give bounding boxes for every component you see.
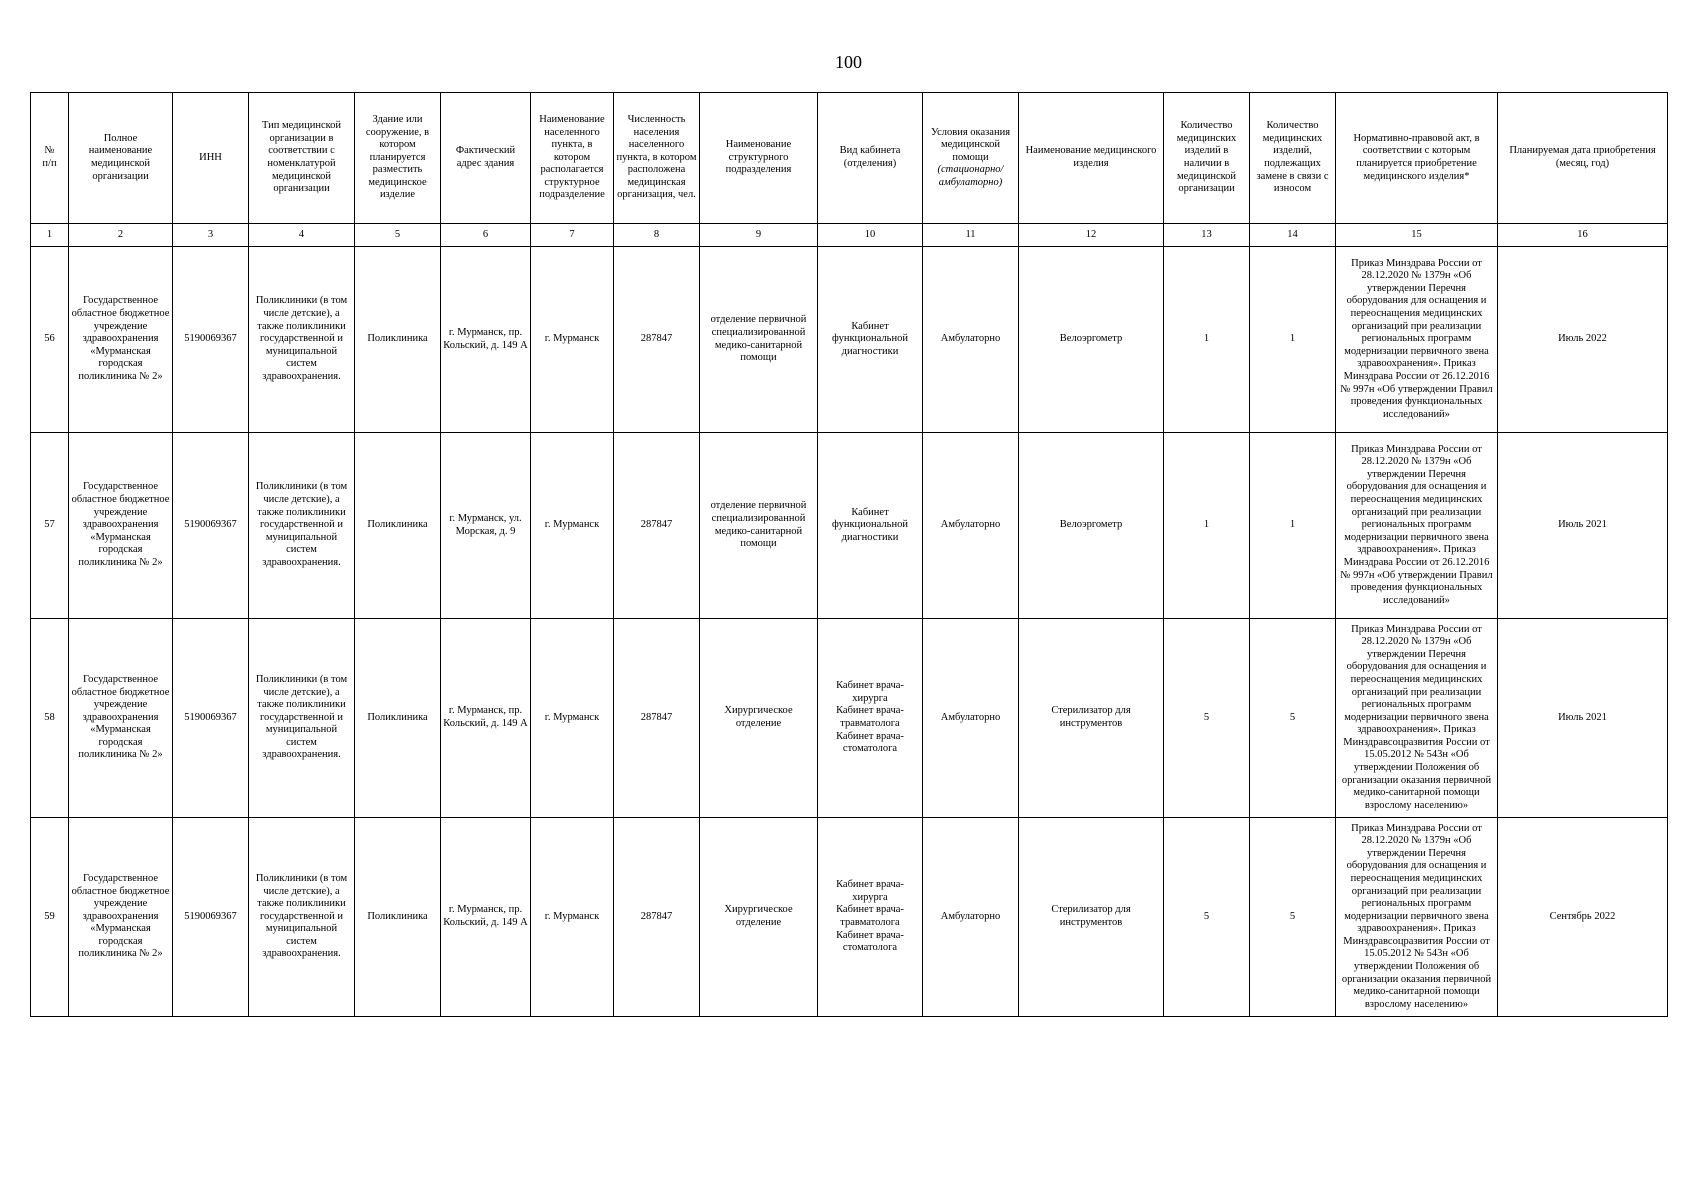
- equipment-table: [30, 92, 1668, 1017]
- header-cell: [1164, 93, 1250, 224]
- header-cell: [1019, 93, 1164, 224]
- header-cell: [249, 93, 355, 224]
- header-text: Количество медицинских изделий, подлежащих замене в связи с износом: [1256, 120, 1329, 195]
- column-number: 8: [614, 224, 700, 247]
- header-text: Количество медицинских изделий в наличии в медицинской организации: [1176, 120, 1237, 195]
- column-number: 2: [69, 224, 173, 247]
- table-row: [31, 433, 1668, 619]
- table-row: [31, 619, 1668, 818]
- header-cell: [173, 93, 249, 224]
- row-number: 58: [31, 619, 69, 818]
- device-name: Велоэргометр: [1019, 433, 1164, 619]
- planned-date: Сентябрь 2022: [1498, 818, 1668, 1017]
- page-number: 100: [835, 52, 862, 72]
- header-text: Нормативно-правовой акт, в соответствии с которым планируется приобретение медицинского изделия*: [1353, 132, 1480, 182]
- header-cell: [441, 93, 531, 224]
- column-number: 16: [1498, 224, 1668, 247]
- header-cell: [614, 93, 700, 224]
- cabinet: Кабинет функциональной диагностики: [818, 247, 923, 433]
- planned-date: Июль 2022: [1498, 247, 1668, 433]
- row-number: 56: [31, 247, 69, 433]
- row-number: 57: [31, 433, 69, 619]
- division: Хирургическое отделение: [700, 619, 818, 818]
- replace-count: 5: [1250, 619, 1336, 818]
- header-text: Фактический адрес здания: [455, 145, 516, 169]
- cabinet: Кабинет врача-хирурга Кабинет врача-травматолога Кабинет врача-стоматолога: [818, 619, 923, 818]
- settlement: г. Мурманск: [531, 818, 614, 1017]
- conditions: Амбулаторно: [923, 619, 1019, 818]
- column-number: 7: [531, 224, 614, 247]
- header-cell: [1498, 93, 1668, 224]
- column-number: 12: [1019, 224, 1164, 247]
- address: г. Мурманск, ул. Морская, д. 9: [441, 433, 531, 619]
- column-number: 9: [700, 224, 818, 247]
- device-name: Стерилизатор для инструментов: [1019, 619, 1164, 818]
- column-number: 5: [355, 224, 441, 247]
- column-number: 11: [923, 224, 1019, 247]
- column-number: 6: [441, 224, 531, 247]
- column-number: 1: [31, 224, 69, 247]
- header-note: (стационарно/ амбулаторно): [937, 164, 1004, 188]
- header-cell: [355, 93, 441, 224]
- column-number: 3: [173, 224, 249, 247]
- header-row: [31, 93, 1668, 224]
- legal-act: Приказ Минздрава России от 28.12.2020 № 1379н «Об утверждении Перечня оборудования для оснащения и переоснащения медицинских организаций при реализации региональных программ модернизации первичного звена здравоохранения». Приказ Минздрава России от 26.12.2016 № 997н «Об утверждении Правил проведения функциональных исследований»: [1336, 433, 1498, 619]
- replace-count: 1: [1250, 433, 1336, 619]
- org-type: Поликлиники (в том числе детские), а также поликлиники государственной и муниципальной систем здравоохранения.: [249, 619, 355, 818]
- org-type: Поликлиники (в том числе детские), а также поликлиники государственной и муниципальной систем здравоохранения.: [249, 247, 355, 433]
- header-text: Численность населения населенного пункта, в котором расположена медицинская организация, чел.: [616, 113, 697, 201]
- legal-act: Приказ Минздрава России от 28.12.2020 № 1379н «Об утверждении Перечня оборудования для оснащения и переоснащения медицинских организаций при реализации региональных программ модернизации первичного звена здравоохранения». Приказ Минздравсоцразвития России от 15.05.2012 № 543н «Об утверждении Положения об организации оказания первичной медико-санитарной помощи взрослому населению»: [1336, 619, 1498, 818]
- legal-act: Приказ Минздрава России от 28.12.2020 № 1379н «Об утверждении Перечня оборудования для оснащения и переоснащения медицинских организаций при реализации региональных программ модернизации первичного звена здравоохранения». Приказ Минздравсоцразвития России от 15.05.2012 № 543н «Об утверждении Положения об организации оказания первичной медико-санитарной помощи взрослому населению»: [1336, 818, 1498, 1017]
- division: отделение первичной специализированной медико-санитарной помощи: [700, 433, 818, 619]
- cabinet: Кабинет функциональной диагностики: [818, 433, 923, 619]
- header-text: Планируемая дата приобретения (месяц, год): [1509, 145, 1656, 169]
- header-text: Наименование структурного подразделения: [725, 139, 792, 176]
- inn: 5190069367: [173, 619, 249, 818]
- header-text: Тип медицинской организации в соответствии с номенклатурой медицинской организации: [261, 120, 342, 195]
- header-cell: [1336, 93, 1498, 224]
- inn: 5190069367: [173, 818, 249, 1017]
- population: 287847: [614, 247, 700, 433]
- available-count: 5: [1164, 818, 1250, 1017]
- header-text: Наименование населенного пункта, в котором располагается структурное подразделение: [539, 113, 605, 201]
- org-name: Государственное областное бюджетное учреждение здравоохранения «Мурманская городская поликлиника № 2»: [69, 433, 173, 619]
- header-text: № п/п: [42, 145, 57, 169]
- org-type: Поликлиники (в том числе детские), а также поликлиники государственной и муниципальной систем здравоохранения.: [249, 818, 355, 1017]
- header-text: ИНН: [199, 151, 222, 163]
- address: г. Мурманск, пр. Кольский, д. 149 А: [441, 619, 531, 818]
- replace-count: 1: [1250, 247, 1336, 433]
- legal-act: Приказ Минздрава России от 28.12.2020 № 1379н «Об утверждении Перечня оборудования для оснащения и переоснащения медицинских организаций при реализации региональных программ модернизации первичного звена здравоохранения». Приказ Минздрава России от 26.12.2016 № 997н «Об утверждении Правил проведения функциональных исследований»: [1336, 247, 1498, 433]
- device-name: Стерилизатор для инструментов: [1019, 818, 1164, 1017]
- cabinet: Кабинет врача-хирурга Кабинет врача-травматолога Кабинет врача-стоматолога: [818, 818, 923, 1017]
- settlement: г. Мурманск: [531, 619, 614, 818]
- org-name: Государственное областное бюджетное учреждение здравоохранения «Мурманская городская поликлиника № 2»: [69, 247, 173, 433]
- conditions: Амбулаторно: [923, 433, 1019, 619]
- header-cell: [818, 93, 923, 224]
- address: г. Мурманск, пр. Кольский, д. 149 А: [441, 818, 531, 1017]
- header-cell: [69, 93, 173, 224]
- division: Хирургическое отделение: [700, 818, 818, 1017]
- planned-date: Июль 2021: [1498, 433, 1668, 619]
- header-cell: [31, 93, 69, 224]
- population: 287847: [614, 619, 700, 818]
- building: Поликлиника: [355, 818, 441, 1017]
- population: 287847: [614, 818, 700, 1017]
- division: отделение первичной специализированной медико-санитарной помощи: [700, 247, 818, 433]
- header-text: Вид кабинета (отделения): [839, 145, 901, 169]
- building: Поликлиника: [355, 247, 441, 433]
- header-cell: [700, 93, 818, 224]
- row-number: 59: [31, 818, 69, 1017]
- table-row: [31, 818, 1668, 1017]
- column-number: 15: [1336, 224, 1498, 247]
- header-text: Наименование медицинского изделия: [1025, 145, 1157, 169]
- building: Поликлиника: [355, 619, 441, 818]
- conditions: Амбулаторно: [923, 247, 1019, 433]
- inn: 5190069367: [173, 247, 249, 433]
- org-name: Государственное областное бюджетное учреждение здравоохранения «Мурманская городская поликлиника № 2»: [69, 619, 173, 818]
- address: г. Мурманск, пр. Кольский, д. 149 А: [441, 247, 531, 433]
- column-number: 10: [818, 224, 923, 247]
- header-cell: [531, 93, 614, 224]
- settlement: г. Мурманск: [531, 247, 614, 433]
- device-name: Велоэргометр: [1019, 247, 1164, 433]
- header-text: Полное наименование медицинской организации: [88, 132, 153, 182]
- column-number: 13: [1164, 224, 1250, 247]
- replace-count: 5: [1250, 818, 1336, 1017]
- available-count: 1: [1164, 433, 1250, 619]
- org-name: Государственное областное бюджетное учреждение здравоохранения «Мурманская городская поликлиника № 2»: [69, 818, 173, 1017]
- column-number: 14: [1250, 224, 1336, 247]
- settlement: г. Мурманск: [531, 433, 614, 619]
- header-text: Здание или сооружение, в котором планируется разместить медицинское изделие: [365, 113, 430, 201]
- conditions: Амбулаторно: [923, 818, 1019, 1017]
- building: Поликлиника: [355, 433, 441, 619]
- column-number-row: [31, 224, 1668, 247]
- table-row: [31, 247, 1668, 433]
- available-count: 1: [1164, 247, 1250, 433]
- header-cell: [1250, 93, 1336, 224]
- inn: 5190069367: [173, 433, 249, 619]
- population: 287847: [614, 433, 700, 619]
- header-text: Условия оказания медицинской помощи: [930, 126, 1011, 163]
- column-number: 4: [249, 224, 355, 247]
- planned-date: Июль 2021: [1498, 619, 1668, 818]
- org-type: Поликлиники (в том числе детские), а также поликлиники государственной и муниципальной систем здравоохранения.: [249, 433, 355, 619]
- header-cell: [923, 93, 1019, 224]
- available-count: 5: [1164, 619, 1250, 818]
